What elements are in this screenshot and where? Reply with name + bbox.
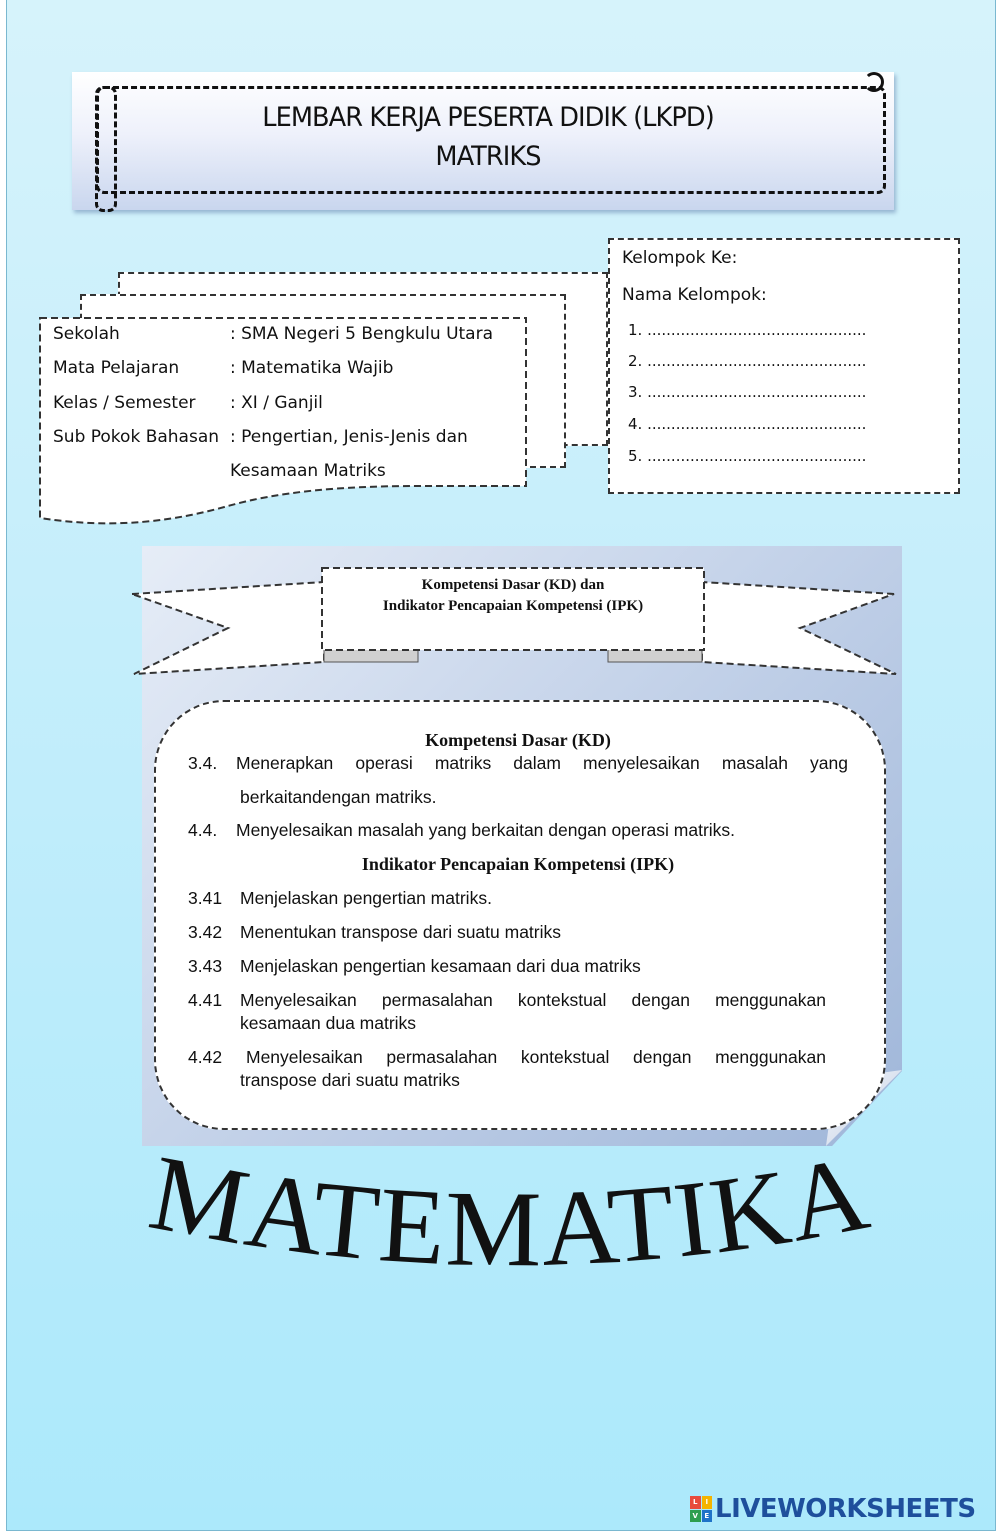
kd-item-1-text: Menerapkan operasi matriks dalam menyelesaikan masalah yang	[236, 753, 848, 773]
ipk-item-2-number: 3.42	[188, 922, 223, 942]
page-title: LEMBAR KERJA PESERTA DIDIK (LKPD)	[262, 102, 714, 133]
ipk-item-3-text: Menjelaskan pengertian kesamaan dari dua matriks	[240, 956, 641, 976]
ipk-item-4-text: Menyelesaikan permasalahan kontekstual dengan menggunakan	[240, 990, 826, 1010]
ribbon-title-line-1: Kompetensi Dasar (KD) dan	[421, 577, 605, 593]
ipk-item-2-text: Menentukan transpose dari suatu matriks	[240, 922, 561, 942]
ipk-item-5-text-cont: transpose dari suatu matriks	[240, 1070, 460, 1090]
ipk-item-4-number: 4.41	[188, 990, 223, 1010]
liveworksheets-text: LIVEWORKSHEETS	[715, 1494, 976, 1524]
info-value-mapel: : Matematika Wajib	[230, 358, 394, 378]
member-line-4[interactable]: 4. ..............................................	[628, 415, 867, 433]
kd-item-2-text: Menyelesaikan masalah yang berkaitan dengan operasi matriks.	[236, 820, 736, 840]
page-subtitle: MATRIKS	[435, 141, 541, 172]
info-value-subpokok-cont: Kesamaan Matriks	[230, 461, 386, 481]
liveworksheets-logo-icon: L I V E	[690, 1496, 712, 1522]
kd-item-1-text-cont: berkaitandengan matriks.	[240, 787, 437, 807]
ipk-heading: Indikator Pencapaian Kompetensi (IPK)	[361, 854, 675, 874]
info-card-front	[38, 316, 530, 532]
nama-kelompok-label: Nama Kelompok:	[622, 285, 767, 305]
kelompok-label: Kelompok Ke:	[622, 248, 738, 268]
kd-item-1-number: 3.4.	[188, 753, 218, 773]
member-line-5[interactable]: 5. ..............................................	[628, 447, 867, 465]
ribbon-title-line-2: Indikator Pencapaian Kompetensi (IPK)	[382, 598, 644, 614]
ipk-item-4-text-cont: kesamaan dua matriks	[240, 1013, 417, 1033]
info-label-kelas: Kelas / Semester	[53, 393, 196, 413]
info-value-sekolah: : SMA Negeri 5 Bengkulu Utara	[230, 324, 494, 344]
ipk-item-5-number: 4.42	[188, 1047, 223, 1067]
member-line-2[interactable]: 2. ..............................................	[628, 352, 867, 370]
ipk-item-1-number: 3.41	[188, 888, 223, 908]
kd-item-2-number: 4.4.	[188, 820, 218, 840]
liveworksheets-watermark	[690, 1494, 976, 1524]
matematika-wordart	[100, 1140, 920, 1300]
info-label-mapel: Mata Pelajaran	[53, 358, 180, 378]
info-value-subpokok: : Pengertian, Jenis-Jenis dan	[230, 427, 468, 447]
ipk-item-1-text: Menjelaskan pengertian matriks.	[240, 888, 492, 908]
scroll-curl-left	[95, 86, 117, 212]
ipk-item-3-number: 3.43	[188, 956, 223, 976]
scroll-curl-right	[864, 72, 884, 92]
member-line-1[interactable]: 1. ..............................................	[628, 321, 867, 339]
info-label-sekolah: Sekolah	[53, 324, 120, 344]
ipk-item-5-text: Menyelesaikan permasalahan kontekstual dengan menggunakan	[246, 1047, 826, 1067]
kd-heading: Kompetensi Dasar (KD)	[425, 730, 611, 750]
member-line-3[interactable]: 3. ..............................................	[628, 383, 867, 401]
svg-text:MATEMATIKA	[141, 1140, 879, 1289]
matematika-word: MATEMATIKA	[141, 1140, 879, 1290]
info-value-kelas: : XI / Ganjil	[230, 393, 323, 413]
info-label-subpokok: Sub Pokok Bahasan	[53, 427, 220, 447]
